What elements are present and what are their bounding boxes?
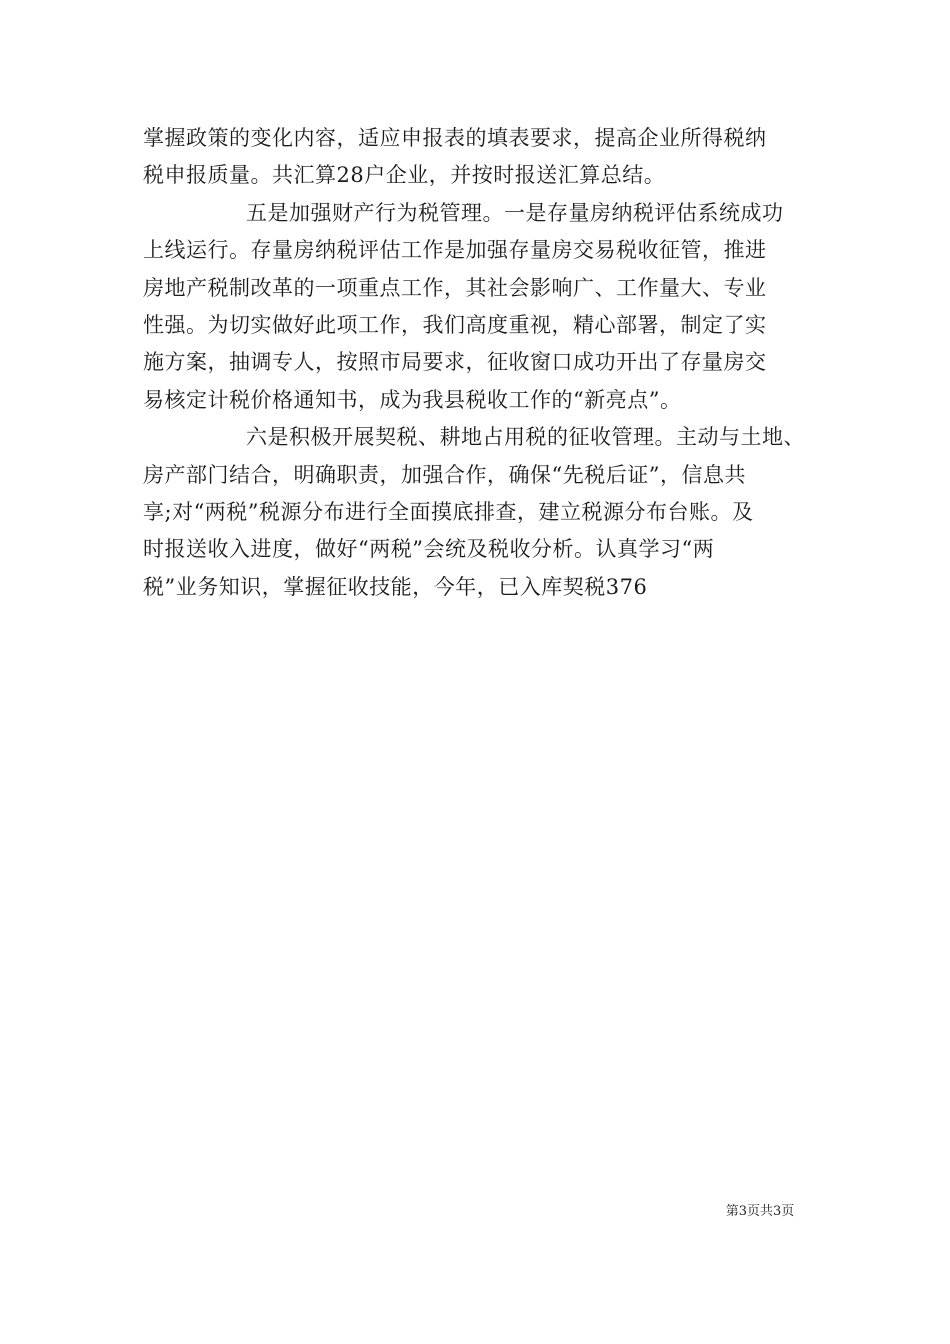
paragraph-1-line-1: 掌握政策的变化内容，适应申报表的填表要求，提高企业所得税纳 xyxy=(143,126,767,150)
paragraph-2-line-3: 房地产税制改革的一项重点工作，其社会影响广、工作量大、专业 xyxy=(143,276,767,300)
paragraph-3-line-2: 房产部门结合，明确职责，加强合作，确保“先税后证”，信息共 xyxy=(143,463,746,487)
paragraph-3-line-1: 六是积极开展契税、耕地占用税的征收管理。主动与土地、 xyxy=(246,425,805,449)
paragraph-2-line-2: 上线运行。存量房纳税评估工作是加强存量房交易税收征管，推进 xyxy=(143,238,767,262)
paragraph-2-line-5: 施方案，抽调专人，按照市局要求，征收窗口成功开出了存量房交 xyxy=(143,350,767,374)
paragraph-3-line-5: 税”业务知识，掌握征收技能，今年，已入库契税376 xyxy=(143,575,648,599)
paragraph-2-line-6: 易核定计税价格通知书，成为我县税收工作的“新亮点”。 xyxy=(143,388,682,412)
paragraph-2-line-4: 性强。为切实做好此项工作，我们高度重视，精心部署，制定了实 xyxy=(143,313,767,337)
page-number-footer: 第3页共3页 xyxy=(725,1204,795,1219)
paragraph-3-line-3: 享;对“两税”税源分布进行全面摸底排查，建立税源分布台账。及 xyxy=(143,500,754,524)
paragraph-1-line-2: 税申报质量。共汇算28户企业，并按时报送汇算总结。 xyxy=(143,163,666,187)
paragraph-2-line-1: 五是加强财产行为税管理。一是存量房纳税评估系统成功 xyxy=(246,201,784,225)
paragraph-3-line-4: 时报送收入进度，做好“两税”会统及税收分析。认真学习“两 xyxy=(143,537,715,561)
